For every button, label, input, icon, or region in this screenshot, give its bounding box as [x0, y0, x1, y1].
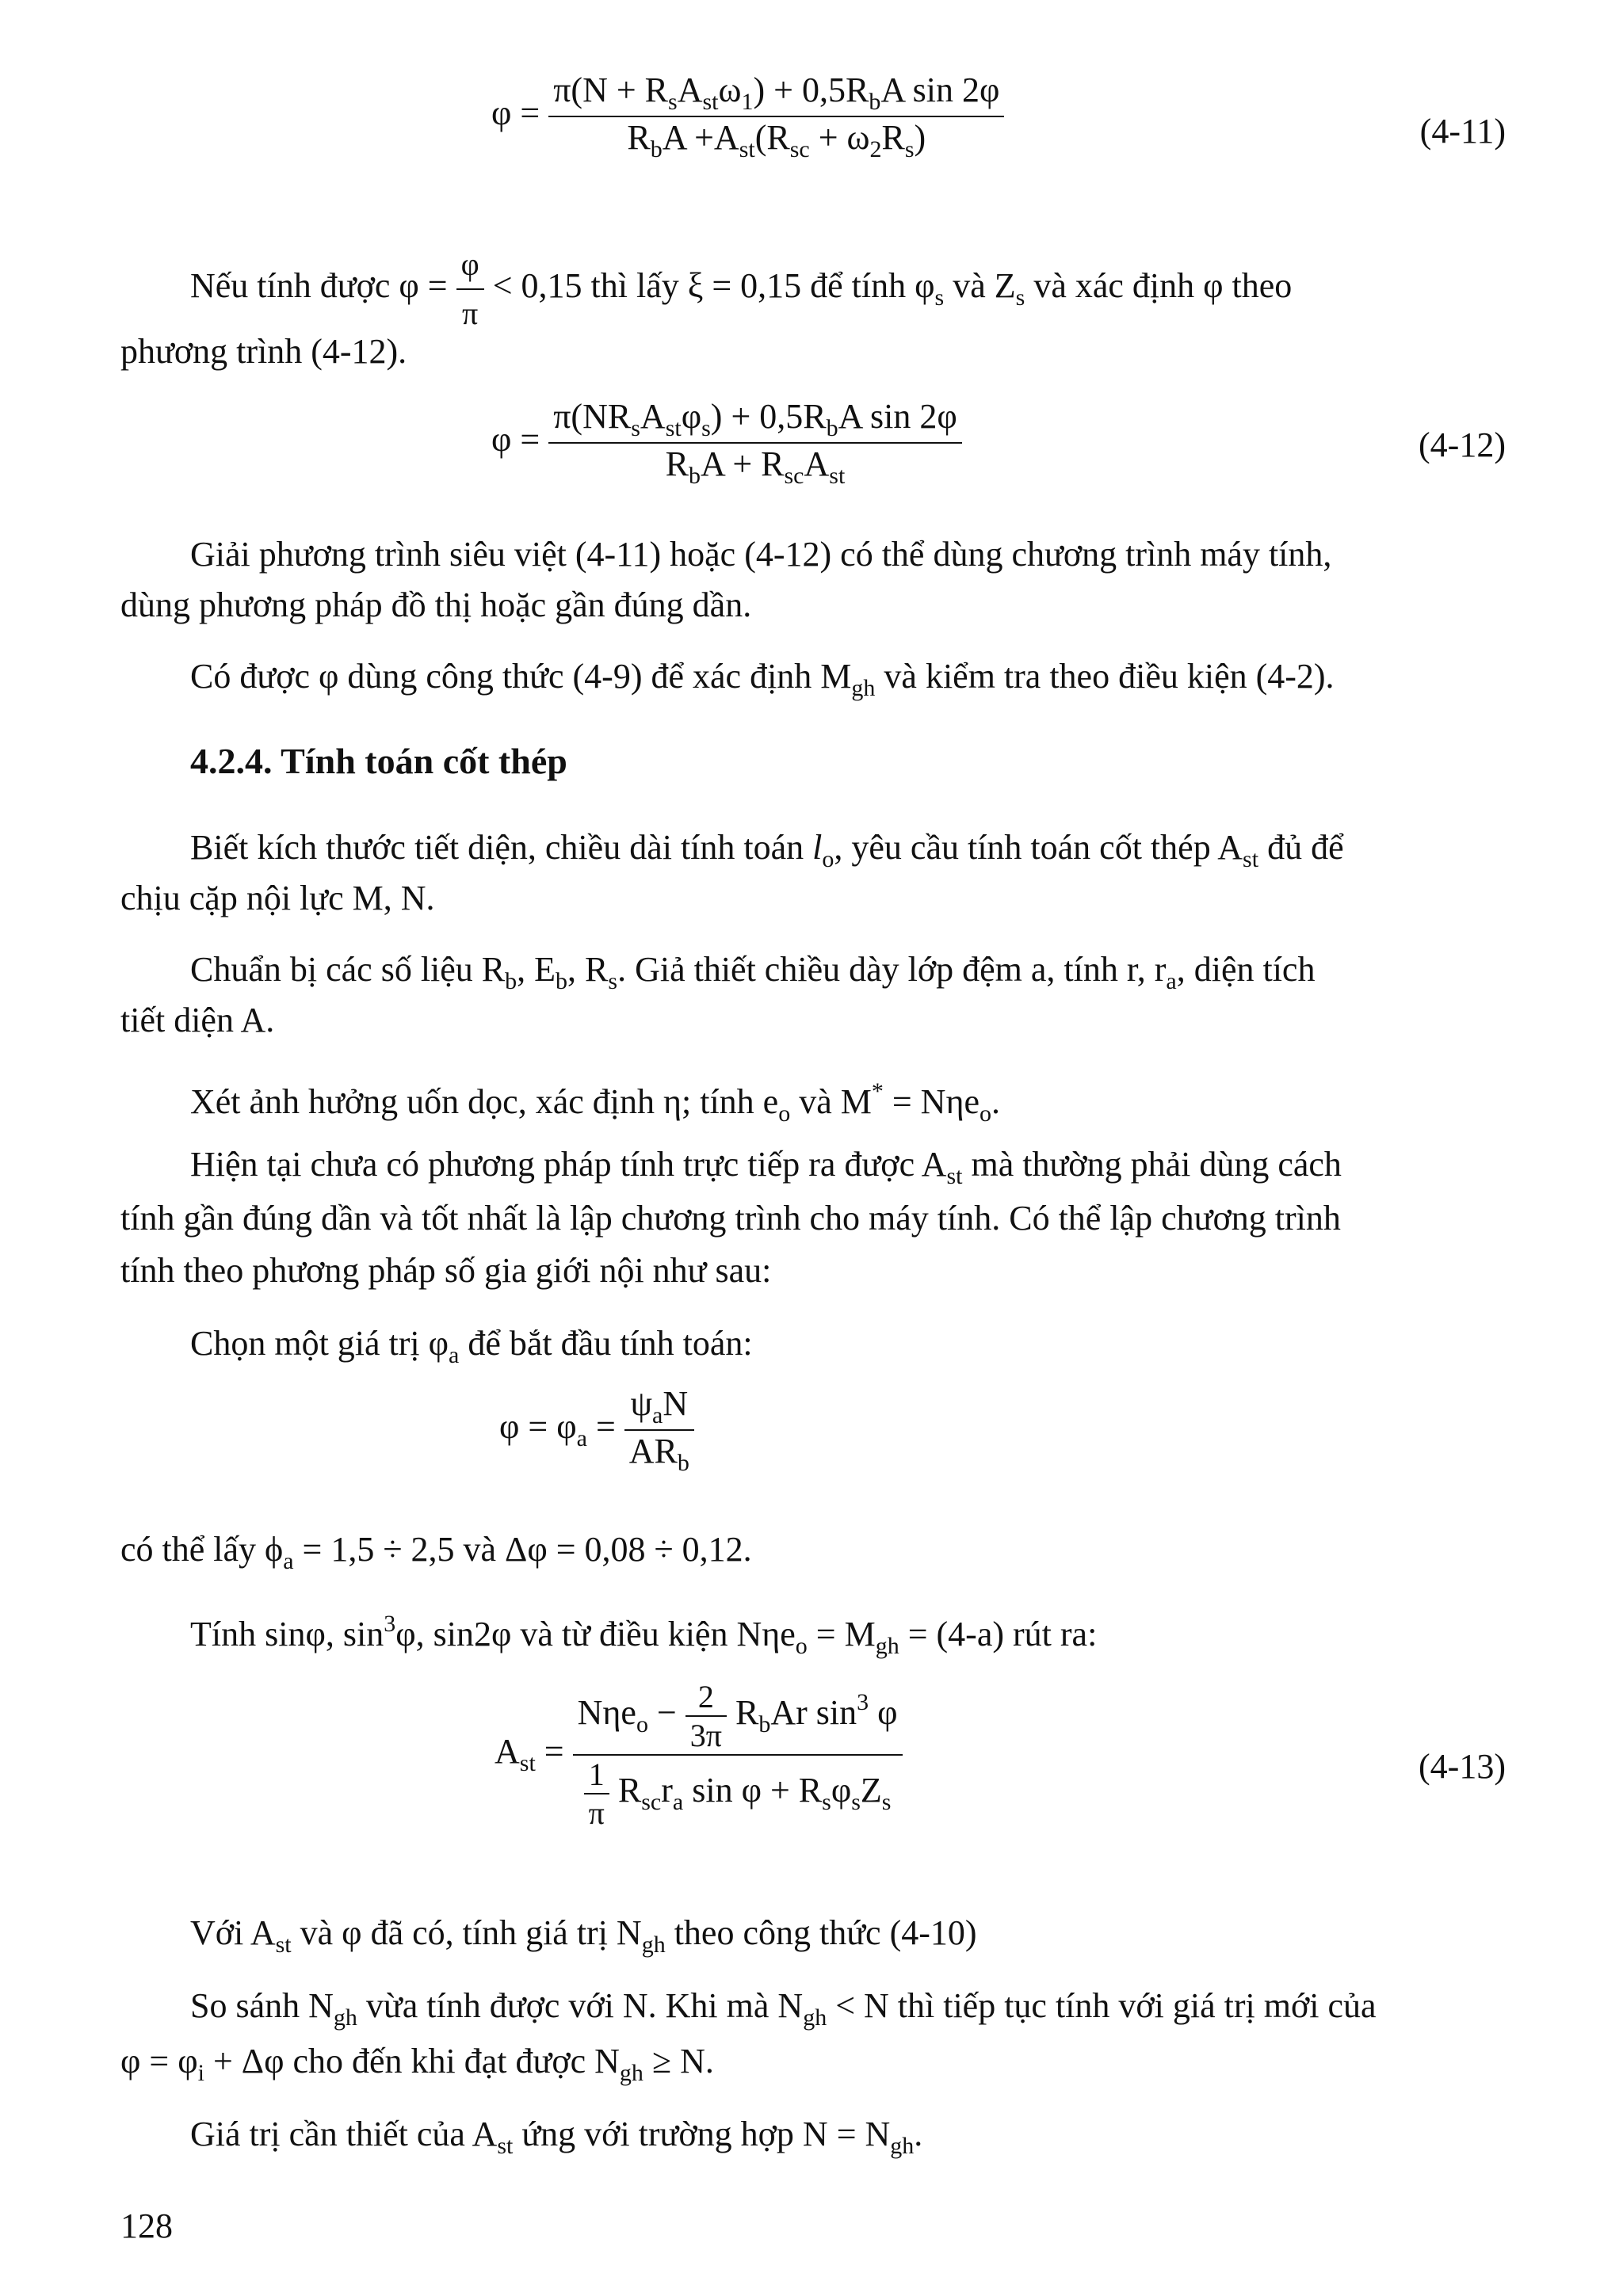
paragraph-line: Biết kích thước tiết diện, chiều dài tính toán $l_o$, yêu cầu tính toán cốt thép $A_{st}$ đủ để	[190, 828, 1344, 872]
paragraph-line: tính gần đúng dần và tốt nhất là lập chương trình cho máy tính. Có thể lập chương trình	[120, 1199, 1341, 1238]
paragraph-line: Hiện tại chưa có phương pháp tính trực tiếp ra được $A_{st}$ mà thường phải dùng cách	[190, 1145, 1342, 1189]
page-number: 128	[120, 2206, 173, 2245]
paragraph-line: có thể lấy $\phi_a = 1,5 \div 2,5$ và Δφ = 0,08 ÷ 0,12.	[120, 1530, 752, 1574]
paragraph-line: dùng phương pháp đồ thị hoặc gần đúng dần.	[120, 585, 752, 624]
equation-4-12: φ = $\frac{\pi(NR_sA_{st}\varphi_s) + 0,5R_bA \sin 2\varphi}{R_bA + R_{sc}A_{st}}$	[491, 396, 962, 490]
paragraph-line: Giá trị cần thiết của $A_{st}$ ứng với trường hợp $N = N_{gh}$.	[190, 2115, 923, 2159]
paragraph-line: chịu cặp nội lực M, N.	[120, 879, 435, 917]
paragraph-line: Xét ảnh hưởng uốn dọc, xác định η; tính $e_o$ và M* = Nηe$_o$.	[190, 1078, 1000, 1127]
paragraph-line: Chọn một giá trị $\varphi_a$ để bắt đầu tính toán:	[190, 1324, 753, 1368]
paragraph-line: Chuẩn bị các số liệu $R_b$, $E_b$, $R_s$. Giả thiết chiều dày lớp đệm a, tính r, $r_a$, diện tích	[190, 950, 1316, 994]
paragraph-line: Giải phương trình siêu việt (4-11) hoặc (4-12) có thể dùng chương trình máy tính,	[190, 535, 1332, 574]
paragraph-line: tính theo phương pháp số gia giới nội như sau:	[120, 1251, 772, 1290]
paragraph-line: Với $A_{st}$ và φ đã có, tính giá trị $N_{gh}$ theo công thức (4-10)	[190, 1913, 977, 1958]
paragraph-line: Tính sinφ, $\sin^3\varphi$, sin2φ và từ điều kiện $N\eta e_o = M_{gh} = (4-a)$ rút ra:	[190, 1611, 1098, 1659]
equation-phi-a: $\varphi = \varphi_a$ = $\frac{\psi_aN}{AR_b}$	[499, 1383, 694, 1477]
paragraph-line: tiết diện A.	[120, 1001, 275, 1039]
equation-4-13: $A_{st}$ = Nηe$_o$ − $\frac{2}{3\pi}$ $R_bAr$ $\sin^3 \varphi$ $\frac{1}{\pi}$ $R_{sc}r_a$ $\sin \varphi + R_s\varphi_sZ_s$	[495, 1678, 903, 1832]
paragraph-line: phương trình (4-12).	[120, 332, 407, 371]
paragraph-line: Có được φ dùng công thức (4-9) để xác định $M_{gh}$ và kiểm tra theo điều kiện (4-2).	[190, 657, 1335, 701]
equation-label-4-11: (4-11)	[1419, 112, 1506, 151]
paragraph-line: So sánh $N_{gh}$ vừa tính được với N. Khi mà $N_{gh} < N$ thì tiếp tục tính với giá trị mới của	[190, 1986, 1377, 2031]
equation-label-4-13: (4-13)	[1419, 1747, 1506, 1786]
section-heading: 4.2.4. Tính toán cốt thép	[190, 741, 567, 781]
equation-label-4-12: (4-12)	[1419, 425, 1506, 464]
paragraph-line: $\varphi = \varphi_i + \Delta\varphi$ cho đến khi đạt được $N_{gh} \ge N$.	[120, 2042, 714, 2086]
equation-4-11: φ = $\frac{\pi(N + R_sA_{st}\omega_1) + 0,5R_bA \sin 2\varphi}{R_bA +A_{st}(R_{sc} + \omega_2R_s)}$	[491, 70, 1004, 163]
paragraph-condition: Nếu tính được φ = $\frac{\varphi}{\pi}$ < 0,15 thì lấy ξ = 0,15 để tính $\varphi_s$ và $Z_s$ và xác định φ theo	[190, 241, 1292, 338]
